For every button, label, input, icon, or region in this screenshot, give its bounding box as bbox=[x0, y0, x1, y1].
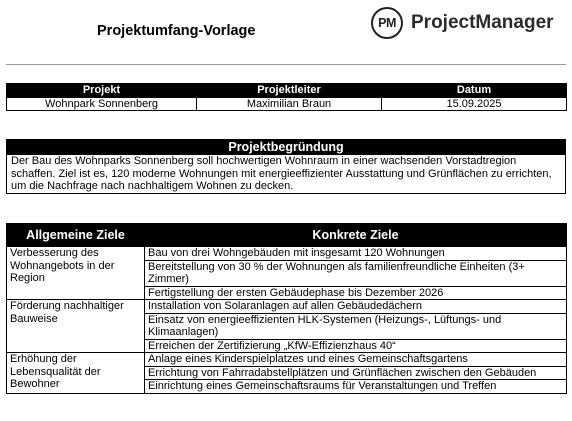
table-row bbox=[7, 247, 567, 261]
divider bbox=[6, 64, 566, 65]
concrete-goal: Bau von drei Wohngebäuden mit insgesamt 120 Wohnungen bbox=[145, 247, 567, 261]
reason-heading: Projektbegründung bbox=[7, 140, 566, 155]
goals-header-row bbox=[7, 224, 567, 247]
concrete-goal: Einsatz von energieeffizienten HLK-Systemen (Heizungs-, Lüftungs- und Klimaanlagen) bbox=[145, 313, 567, 339]
goals-header-concrete: Konkrete Ziele bbox=[145, 224, 567, 247]
concrete-goal: Fertigstellung der ersten Gebäudephase bis Dezember 2026 bbox=[145, 286, 567, 300]
table-row bbox=[7, 353, 567, 367]
info-datum-value: 15.09.2025 bbox=[382, 97, 567, 111]
brand-name: ProjectManager bbox=[411, 12, 554, 33]
info-header-projekt: Projekt bbox=[7, 84, 197, 98]
concrete-goal: Erreichen der Zertifizierung „KfW-Effizienzhaus 40“ bbox=[145, 339, 567, 353]
reason-table bbox=[6, 139, 566, 194]
info-header-datum: Datum bbox=[382, 84, 567, 98]
concrete-goal: Errichtung von Fahrradabstellplätzen und Grünflächen zwischen den Gebäuden bbox=[145, 366, 567, 380]
table-row bbox=[7, 300, 567, 314]
general-goal: Förderung nachhaltiger Bauweise bbox=[7, 300, 145, 353]
concrete-goal: Installation von Solaranlagen auf allen Gebäudedächern bbox=[145, 300, 567, 314]
info-header-row bbox=[7, 84, 567, 98]
concrete-goal: Einrichtung eines Gemeinschaftsraums für Veranstaltungen und Treffen bbox=[145, 380, 567, 394]
info-header-projektleiter: Projektleiter bbox=[197, 84, 382, 98]
goals-header-general: Allgemeine Ziele bbox=[7, 224, 145, 247]
info-value-row bbox=[7, 97, 567, 111]
concrete-goal: Bereitstellung von 30 % der Wohnungen als familienfreundliche Einheiten (3+ Zimmer) bbox=[145, 260, 567, 286]
info-projektleiter-value: Maximilian Braun bbox=[197, 97, 382, 111]
reason-header-row bbox=[7, 140, 566, 155]
pm-logo-icon: PM bbox=[371, 7, 403, 39]
page-title: Projektumfang-Vorlage bbox=[97, 23, 256, 39]
general-goal: Erhöhung der Lebensqualität der Bewohner bbox=[7, 353, 145, 394]
goals-table bbox=[6, 223, 567, 394]
info-projekt-value: Wohnpark Sonnenberg bbox=[7, 97, 197, 111]
concrete-goal: Anlage eines Kinderspielplatzes und eines Gemeinschaftsgartens bbox=[145, 353, 567, 367]
reason-body-row bbox=[7, 155, 566, 194]
reason-text: Der Bau des Wohnparks Sonnenberg soll hochwertigen Wohnraum in einer wachsenden Vorstadtregion schaffen. Ziel ist es, 120 moderne Wohnungen mit energieeffizienter Ausstattung und Grünflächen zu errichten, um die Nachfrage nach nachhaltigem Wohnen zu decken. bbox=[7, 155, 566, 194]
brand-logo bbox=[371, 6, 554, 40]
project-info-table bbox=[6, 83, 567, 111]
general-goal: Verbesserung des Wohnangebots in der Region bbox=[7, 247, 145, 300]
